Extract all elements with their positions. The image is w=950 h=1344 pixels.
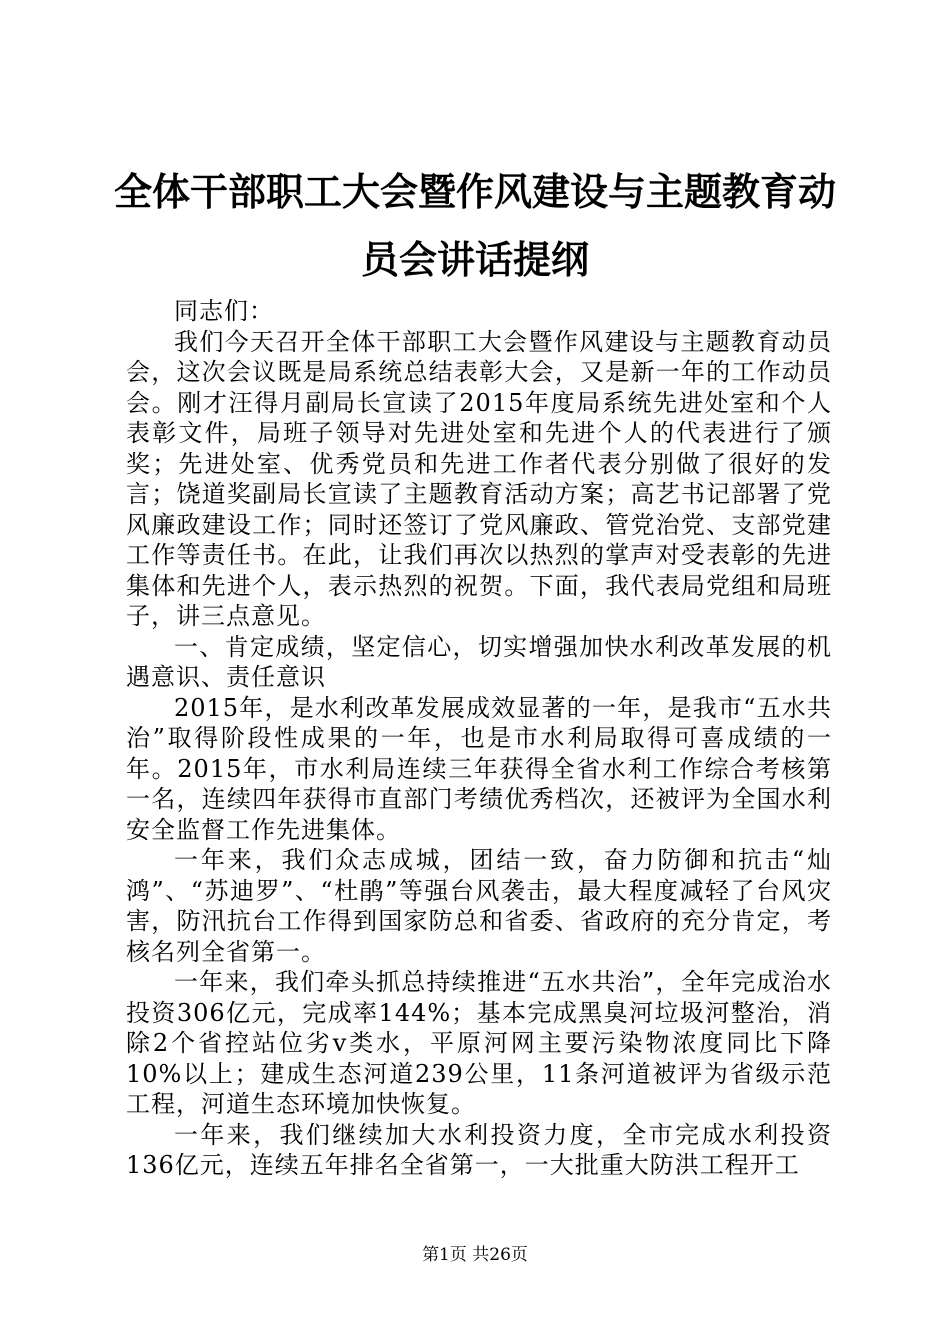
page-footer: 第1页 共26页	[422, 1245, 528, 1265]
paragraph-typhoon: 一年来，我们众志成城，团结一致，奋力防御和抗击“灿鸿”、“苏迪罗”、“杜鹃”等强台风袭击，最大程度减轻了台风灾害，防汛抗台工作得到国家防总和省委、省政府的充分肯定，考核名列全省第一。	[126, 846, 832, 966]
paragraph-2015-summary: 2015年，是水利改革发展成效显著的一年，是我市“五水共治”取得阶段性成果的一年，也是市水利局取得可喜成绩的一年。2015年，市水利局连续三年获得全省水利工作综合考核第一名，连续四年获得市直部门考绩优秀档次，还被评为全国水利安全监督工作先进集体。	[126, 693, 832, 844]
section-heading-1: 一、肯定成绩，坚定信心，切实增强加快水利改革发展的机遇意识、责任意识	[126, 632, 832, 691]
document-title: 全体干部职工大会暨作风建设与主题教育动员会讲话提纲	[113, 170, 836, 282]
paragraph-investment: 一年来，我们继续加大水利投资力度，全市完成水利投资136亿元，连续五年排名全省第一，一大批重大防洪工程开工	[126, 1120, 832, 1179]
paragraph-intro: 我们今天召开全体干部职工大会暨作风建设与主题教育动员会，这次会议既是局系统总结表彰大会，又是新一年的工作动员会。刚才汪得月副局长宣读了2015年度局系统先进处室和个人表彰文件，局班子领导对先进处室和先进个人的代表进行了颁奖；先进处室、优秀党员和先进工作者代表分别做了很好的发言；饶道奖副局长宣读了主题教育活动方案；高艺书记部署了党风廉政建设工作；同时还签订了党风廉政、管党治党、支部党建工作等责任书。在此，让我们再次以热烈的掌声对受表彰的先进集体和先进个人，表示热烈的祝贺。下面，我代表局党组和局班子，讲三点意见。	[126, 327, 832, 630]
paragraph-five-water: 一年来，我们牵头抓总持续推进“五水共治”，全年完成治水投资306亿元，完成率144%；基本完成黑臭河垃圾河整治，消除2个省控站位劣ⅴ类水，平原河网主要污染物浓度同比下降10%以上；建成生态河道239公里，11条河道被评为省级示范工程，河道生态环境加快恢复。	[126, 968, 832, 1118]
document-body	[126, 296, 832, 1181]
paragraph-salutation: 同志们：	[174, 297, 274, 325]
